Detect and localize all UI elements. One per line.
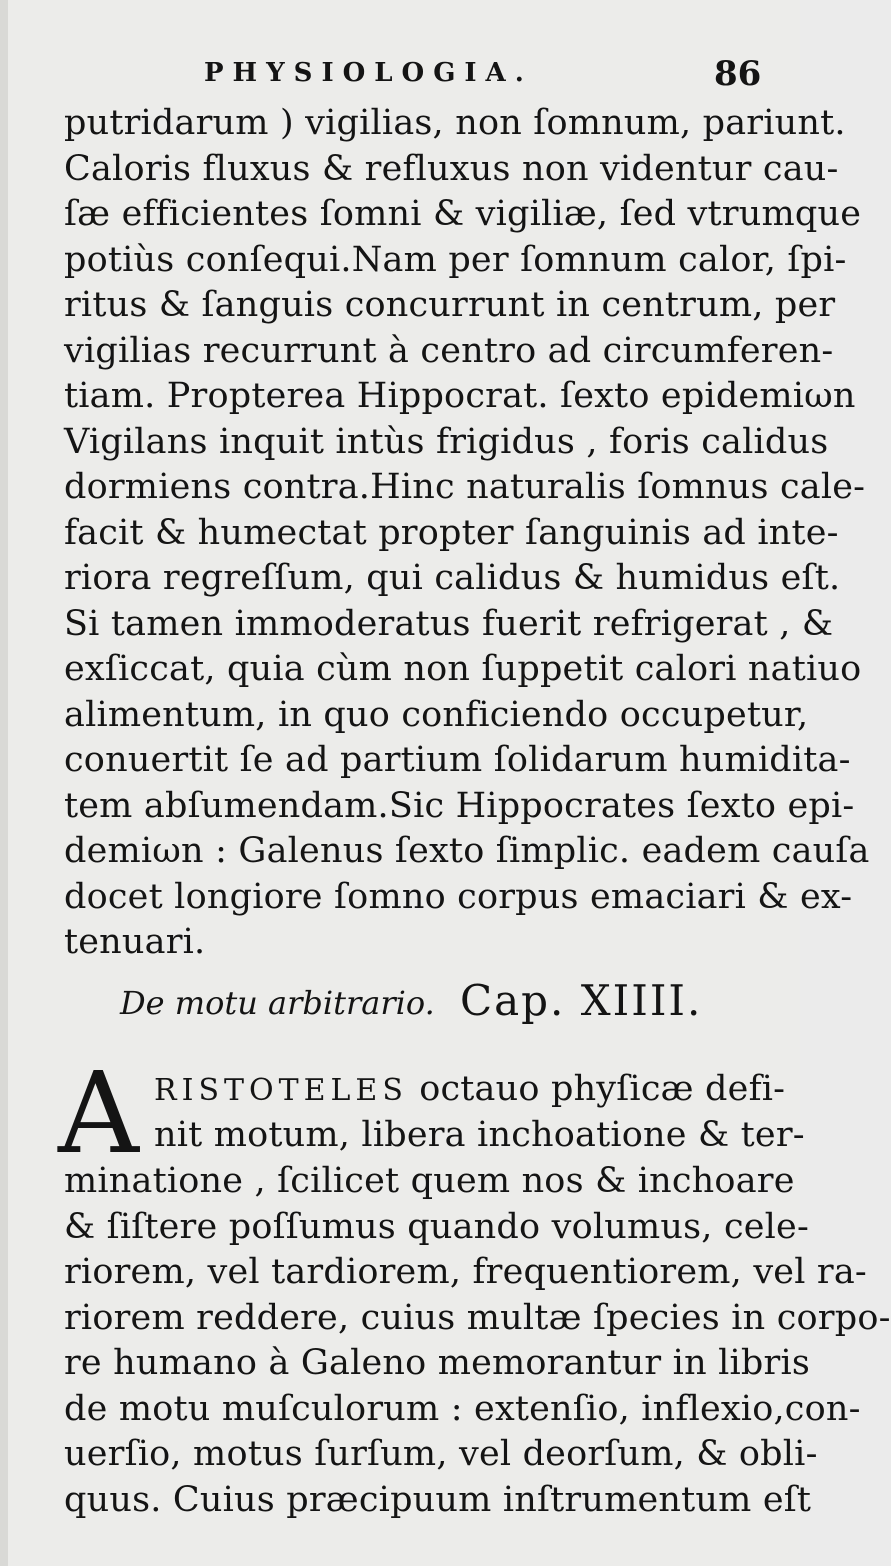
line-text: Si tamen immoderatus fuerit refrigerat , &	[64, 603, 834, 644]
line-text: nit motum, libera inchoatione & ter-	[154, 1115, 805, 1155]
first-word-smallcaps: RISTOTELES	[154, 1073, 408, 1108]
line-text: tiam. Propterea Hippocrat. ſexto epidemiωn	[64, 376, 856, 416]
line-text: quus. Cuius præcipuum inſtrumentum eſt	[64, 1479, 812, 1520]
line-text: uerſio, motus ſurſum, vel deorſum, & obli-	[64, 1434, 818, 1474]
line-text: exſiccat, quia cùm non ſuppetit calori natiuo	[64, 649, 862, 689]
line-text: de motu muſculorum : extenſio, inflexio,con-	[64, 1388, 861, 1429]
chapter-title: De motu arbitrario.	[120, 984, 435, 1022]
line-text: vigilias recurrunt à centro ad circumferen-	[64, 330, 834, 371]
line-text: riorem, vel tardiorem, frequentiorem, vel ra-	[64, 1252, 867, 1292]
line-text: re humano à Galeno memorantur in libris	[64, 1343, 811, 1383]
line-text: Caloris fluxus & refluxus non videntur cau-	[64, 148, 839, 189]
line-text: & ſiſtere poſſumus quando volumus, cele-	[64, 1206, 809, 1247]
line-text: Vigilans inquit intùs frigidus , foris calidus	[64, 421, 829, 462]
line-text: docet longiore ſomno corpus emaciari & ex-	[64, 876, 853, 917]
line-text: dormiens contra.Hinc naturalis ſomnus cale-	[64, 467, 866, 507]
line-text: facit & humectat propter ſanguinis ad inte-	[64, 512, 839, 553]
line-text: alimentum, in quo conficiendo occupetur,	[64, 694, 809, 735]
drop-cap: A	[58, 1049, 139, 1179]
line-text: demiωn : Galenus ſexto ſimplic. eadem cauſa	[64, 831, 870, 871]
page-number: 86	[714, 54, 762, 94]
line-text: tem abſumendam.Sic Hippocrates ſexto epi-	[64, 785, 855, 826]
line-text: potiùs conſequi.Nam per ſomnum calor, ſpi-	[64, 239, 847, 280]
line-text: ritus & ſanguis concurrunt in centrum, per	[64, 285, 836, 325]
line-text: putridarum ) vigilias, non ſomnum, pariunt.	[64, 103, 846, 143]
line-text: riorem reddere, cuius multæ ſpecies in corpo-	[64, 1297, 891, 1338]
running-title: PHYSIOLOGIA.	[204, 58, 533, 88]
line-text: tenuari.	[64, 922, 206, 962]
chapter-number: Cap. XIIII.	[460, 976, 703, 1025]
line-text: ſæ efficientes ſomni & vigiliæ, ſed vtrumque	[64, 194, 862, 234]
line-text: minatione , ſcilicet quem nos & inchoare	[64, 1161, 795, 1201]
chapter-heading	[8, 976, 808, 1036]
line-text: conuertit ſe ad partium ſolidarum humidita-	[64, 740, 851, 780]
running-head	[8, 54, 808, 98]
line-text: octauo phyſicæ defi-	[419, 1069, 786, 1109]
line-text: riora regreſſum, qui calidus & humidus eſt.	[64, 558, 841, 598]
